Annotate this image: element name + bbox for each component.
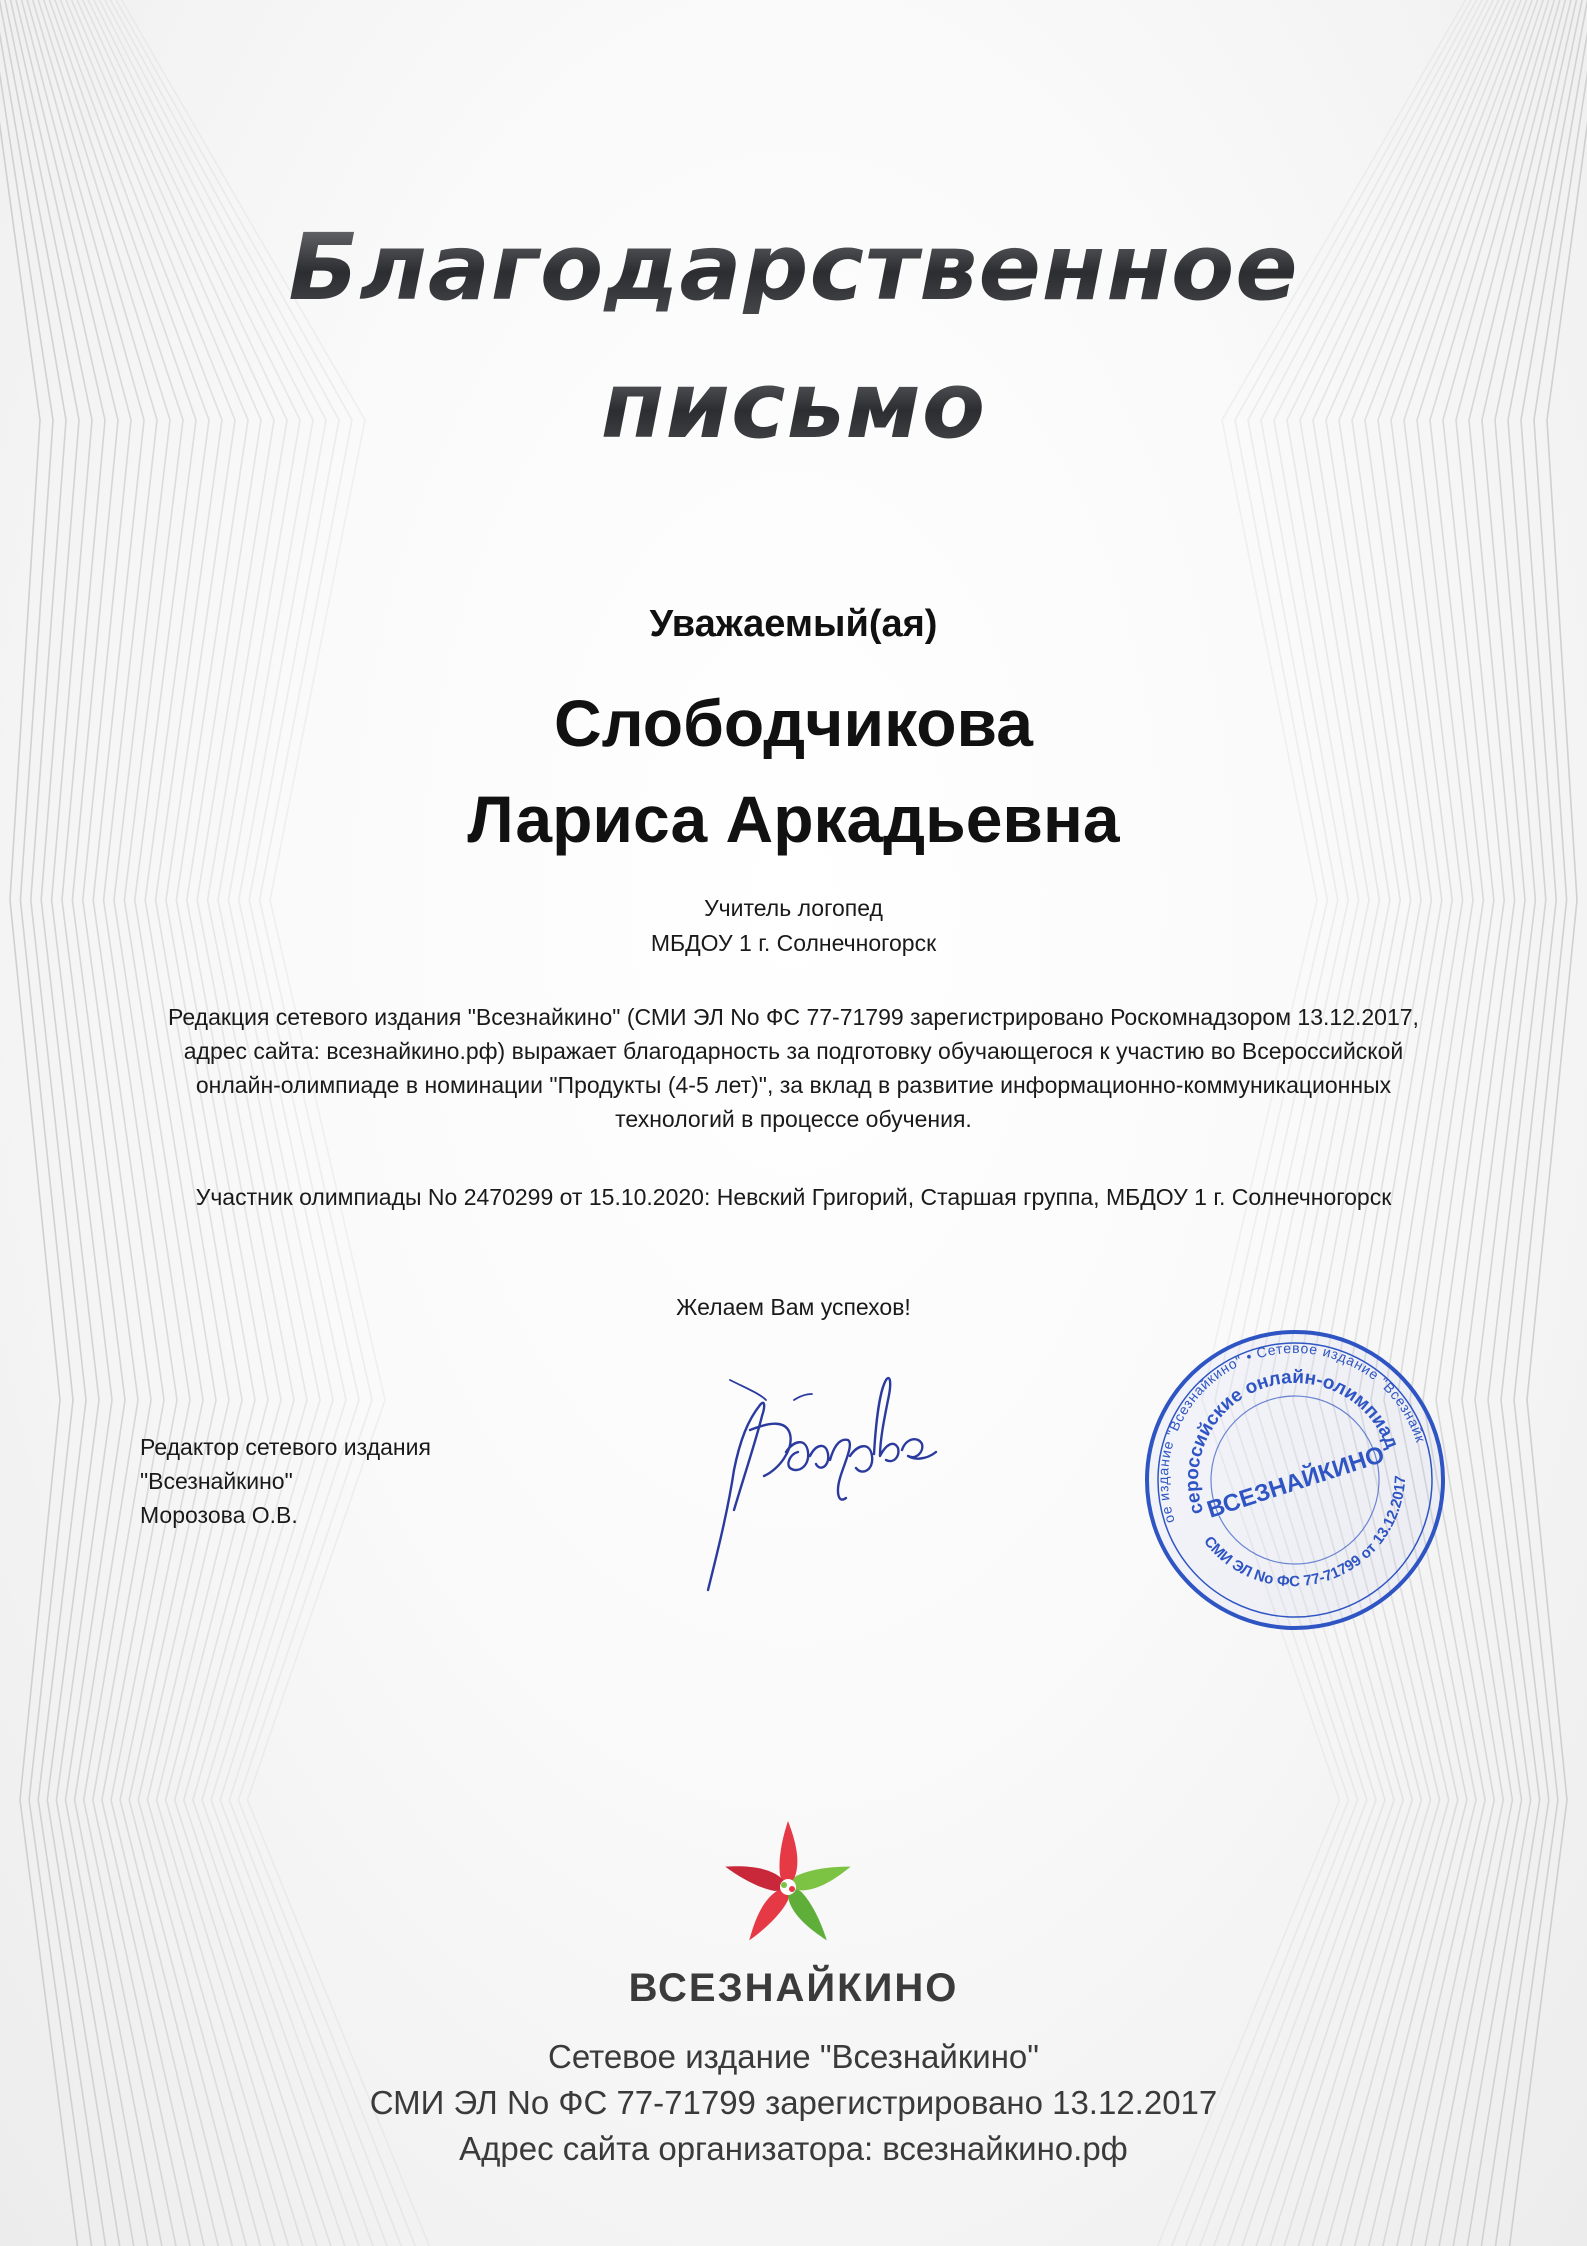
logo-text: ВСЕЗНАЙКИНО	[628, 1966, 959, 2010]
body-text: Редакция сетевого издания "Всезнайкино" (СМИ ЭЛ No ФС 77-71799 зарегистрировано Роскомнадзором 13.12.2017, адрес сайта: всезнайкино.рф) выражает благодарность за подготовку обучающегося к участию во Всероссийской онлайн-олимпиаде в номинации "Продукты (4-5 лет)", за вклад в развитие информационно-коммуникационных технологий в процессе обучения.	[168, 1004, 1419, 1132]
stamp-center-text: ВСЕЗНАЙКИНО	[1203, 1441, 1388, 1524]
participant-text: Участник олимпиады No 2470299 от 15.10.2020: Невский Григорий, Старшая группа, МБДОУ 1 г. Солнечногорск	[195, 1184, 1392, 1210]
recipient-surname: Слободчикова	[554, 686, 1033, 760]
title-line-2: письмо	[0, 360, 1587, 452]
signature-image	[690, 1360, 960, 1600]
editor-publication: "Всезнайкино"	[140, 1468, 293, 1494]
editor-title: Редактор сетевого издания	[140, 1434, 431, 1460]
stamp-inner-arc: Всероссийские онлайн-олимпиады	[1181, 1366, 1403, 1517]
recipient-given-name: Лариса Аркадьевна	[467, 782, 1120, 856]
stamp-seal	[1140, 1325, 1450, 1635]
footer-publication: Сетевое издание "Всезнайкино"	[547, 2038, 1039, 2075]
vseznaikino-logo-icon	[718, 1815, 858, 1955]
recipient-institution: МБДОУ 1 г. Солнечногорск	[650, 930, 937, 956]
recipient-position: Учитель логопед	[704, 895, 883, 921]
wishes-text: Желаем Вам успехов!	[676, 1294, 911, 1320]
editor-block	[140, 1430, 431, 1532]
stamp-top-arc: Сетевое издание "Всезнайкино" • Сетевое издание "Всезнайкино"	[1154, 1339, 1430, 1526]
editor-name: Морозова О.В.	[140, 1502, 298, 1528]
title-line-1: Благодарственное	[0, 222, 1587, 314]
stamp-bottom-arc: СМИ ЭЛ No ФС 77-71799 от 13.12.2017	[1200, 1475, 1410, 1591]
greeting: Уважаемый(ая)	[649, 603, 938, 645]
footer-website: Адрес сайта организатора: всезнайкино.рф	[459, 2130, 1128, 2167]
footer-registration: СМИ ЭЛ No ФС 77-71799 зарегистрировано 13.12.2017	[369, 2084, 1218, 2121]
